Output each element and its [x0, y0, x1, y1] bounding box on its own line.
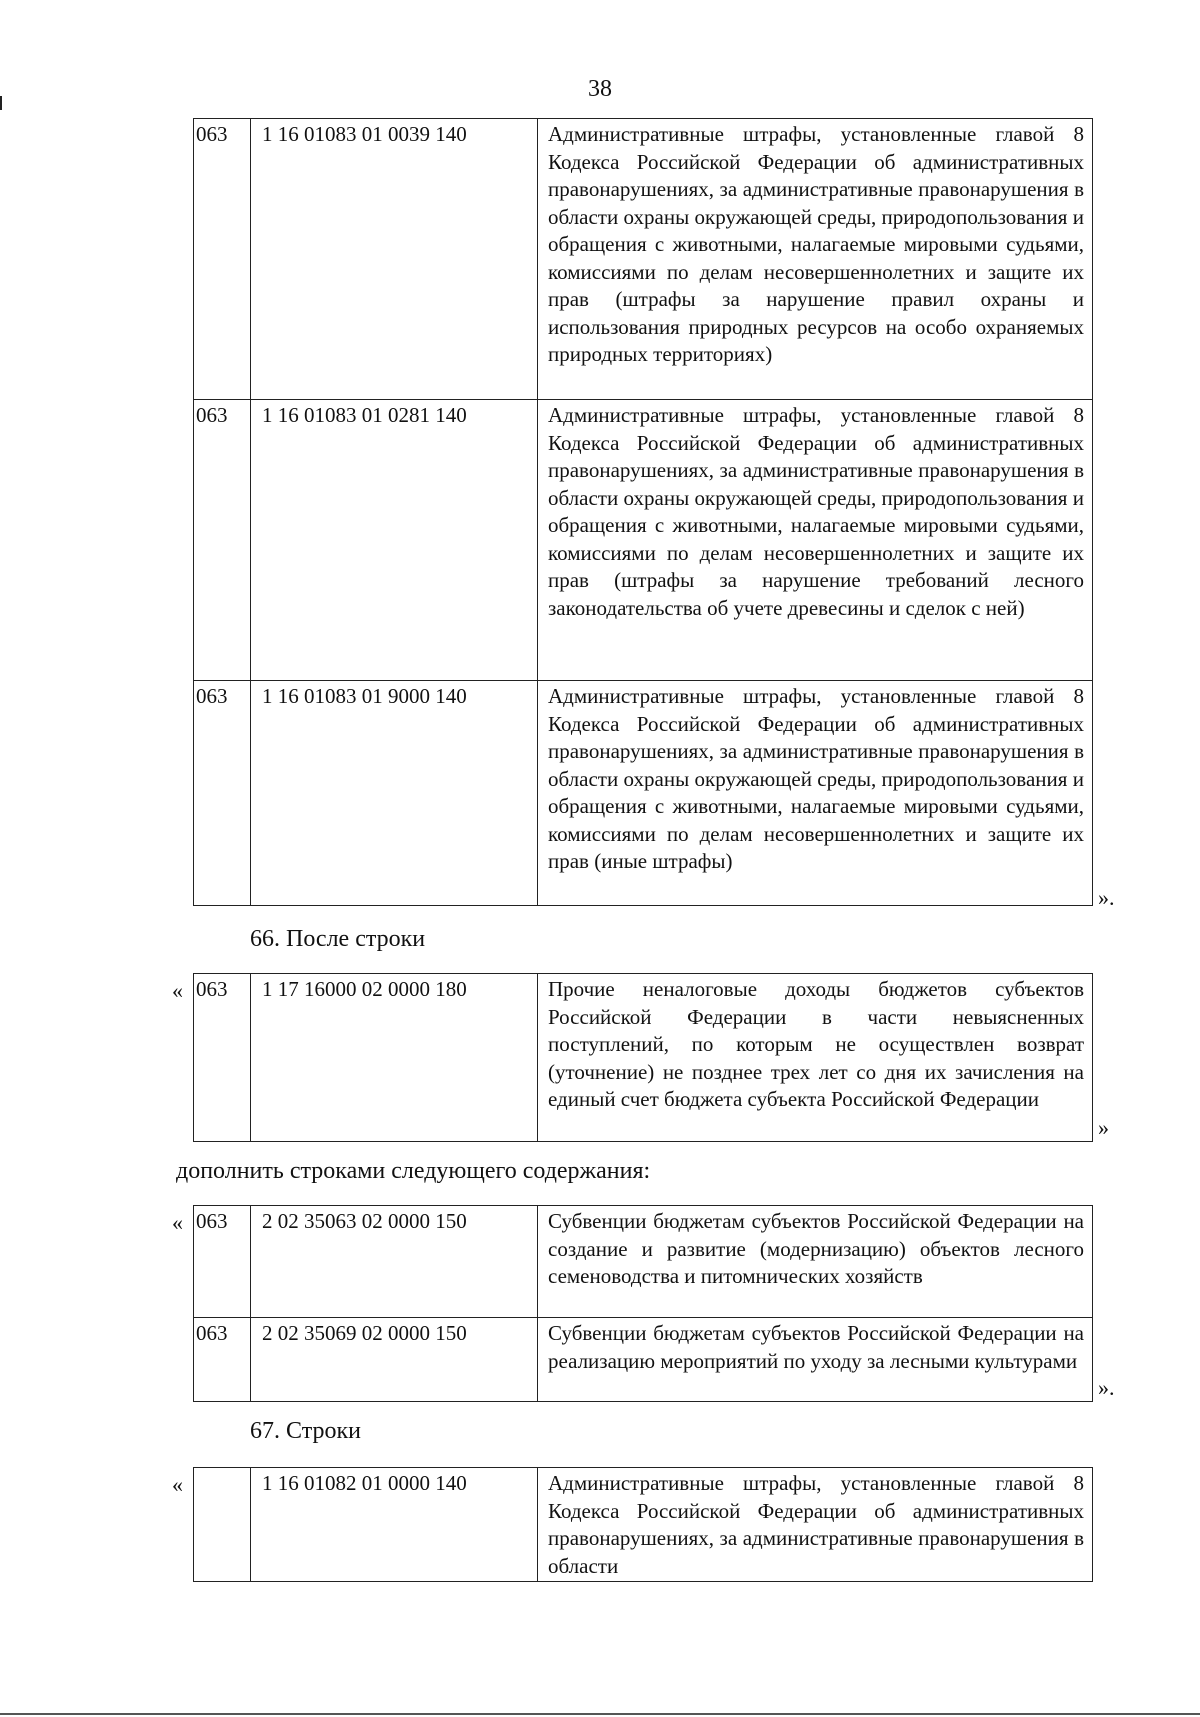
admin-code-cell: 063: [194, 1318, 251, 1402]
description-cell: [538, 1468, 1093, 1582]
table-row: [194, 1318, 1093, 1402]
description-text: Административные штрафы, установленные главой 8 Кодекса Российской Федерации об административных правонарушениях, за административные правонарушения в области: [548, 1471, 1084, 1578]
description-text: Субвенции бюджетам субъектов Российской Федерации на реализацию мероприятий по уходу за лесными культурами: [548, 1321, 1084, 1373]
classification-code-cell: 1 16 01082 01 0000 140: [251, 1468, 538, 1582]
description-cell: [538, 119, 1093, 400]
opening-quote: «: [172, 1472, 183, 1497]
page-number: 38: [588, 76, 612, 102]
table-row: [194, 974, 1093, 1142]
description-cell: [538, 1318, 1093, 1402]
opening-quote: «: [172, 1210, 183, 1235]
table-row: [194, 119, 1093, 400]
admin-code-cell: 063: [194, 974, 251, 1142]
scan-bottom-line: [0, 1713, 1200, 1715]
table-row: [194, 400, 1093, 681]
description-cell: [538, 974, 1093, 1142]
description-text: Административные штрафы, установленные главой 8 Кодекса Российской Федерации об административных правонарушениях, за административные правонарушения в области охраны окружающей среды, природопользования и обращения с животными, налагаемые мировыми судьями, комиссиями по делам несовершеннолетних и защите их прав (иные штрафы): [548, 684, 1084, 873]
classification-code-cell: 2 02 35063 02 0000 150: [251, 1206, 538, 1318]
closing-quote: ».: [1098, 1375, 1115, 1400]
description-cell: [538, 400, 1093, 681]
description-cell: [538, 1206, 1093, 1318]
codes-table-67: [193, 1467, 1093, 1582]
codes-table-a: [193, 118, 1093, 906]
section-66-heading: 66. После строки: [250, 926, 426, 952]
opening-quote: «: [172, 978, 183, 1003]
admin-code-cell: 063: [194, 1206, 251, 1318]
supplement-heading: дополнить строками следующего содержания:: [176, 1158, 651, 1184]
admin-code-cell: 063: [194, 400, 251, 681]
codes-table-supplement: [193, 1205, 1093, 1402]
admin-code-cell: 063: [194, 681, 251, 906]
table-row: [194, 681, 1093, 906]
codes-table-66: [193, 973, 1093, 1142]
description-text: Административные штрафы, установленные главой 8 Кодекса Российской Федерации об административных правонарушениях, за административные правонарушения в области охраны окружающей среды, природопользования и обращения с животными, налагаемые мировыми судьями, комиссиями по делам несовершеннолетних и защите их прав (штрафы за нарушение правил охраны и использования природных ресурсов на особо охраняемых природных территориях): [548, 122, 1084, 366]
description-text: Субвенции бюджетам субъектов Российской Федерации на создание и развитие (модернизацию) объектов лесного семеноводства и питомнических хозяйств: [548, 1209, 1084, 1288]
table-row: [194, 1206, 1093, 1318]
description-cell: [538, 681, 1093, 906]
scan-edge-mark: [0, 96, 2, 110]
classification-code-cell: 1 17 16000 02 0000 180: [251, 974, 538, 1142]
closing-quote: »: [1098, 1115, 1109, 1140]
admin-code-cell: [194, 1468, 251, 1582]
classification-code-cell: 2 02 35069 02 0000 150: [251, 1318, 538, 1402]
classification-code-cell: 1 16 01083 01 0039 140: [251, 119, 538, 400]
table-row: [194, 1468, 1093, 1582]
section-67-heading: 67. Строки: [250, 1418, 361, 1444]
description-text: Прочие неналоговые доходы бюджетов субъектов Российской Федерации в части невыясненных поступлений, по которым не осуществлен возврат (уточнение) не позднее трех лет со дня их зачисления на единый счет бюджета субъекта Российской Федерации: [548, 977, 1084, 1111]
classification-code-cell: 1 16 01083 01 9000 140: [251, 681, 538, 906]
admin-code-cell: 063: [194, 119, 251, 400]
classification-code-cell: 1 16 01083 01 0281 140: [251, 400, 538, 681]
closing-quote: ».: [1098, 885, 1115, 910]
description-text: Административные штрафы, установленные главой 8 Кодекса Российской Федерации об административных правонарушениях, за административные правонарушения в области охраны окружающей среды, природопользования и обращения с животными, налагаемые мировыми судьями, комиссиями по делам несовершеннолетних и защите их прав (штрафы за нарушение требований лесного законодательства об учете древесины и сделок с ней): [548, 403, 1084, 620]
